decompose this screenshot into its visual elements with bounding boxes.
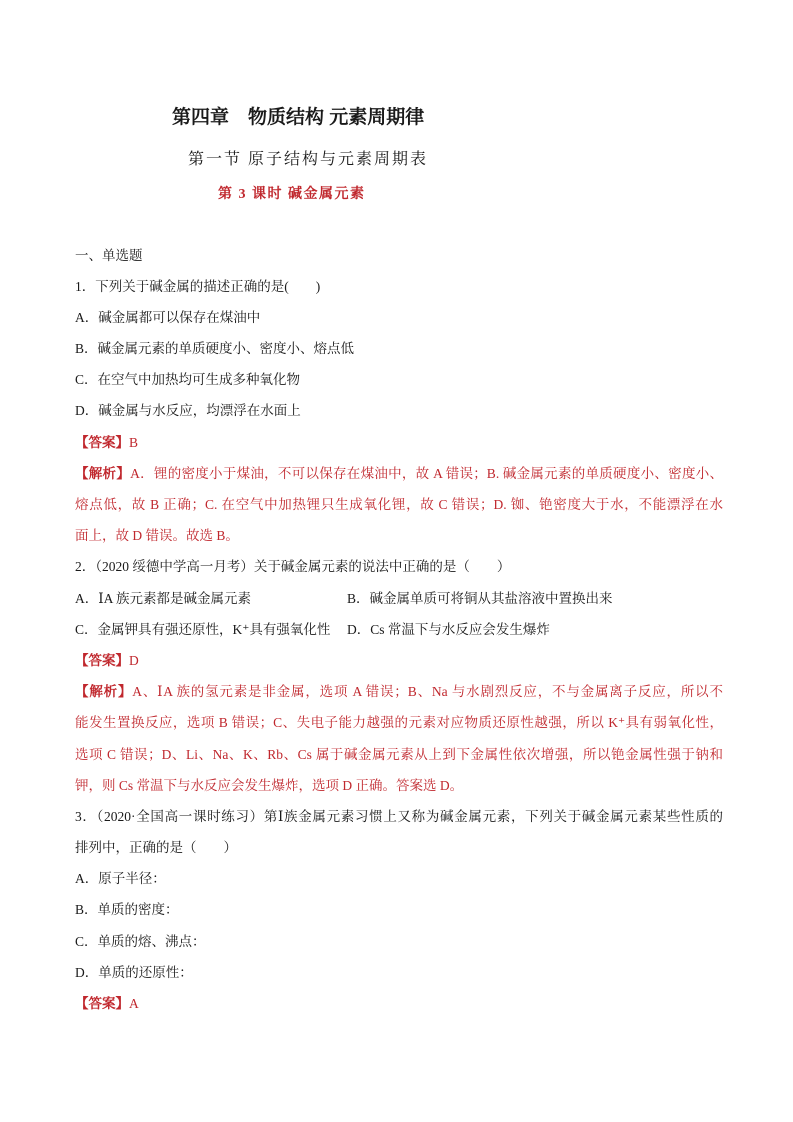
answer-label: 【答案】 [75,996,129,1011]
question-list [75,240,723,1020]
answer-line [75,427,723,458]
chapter-title: 第四章 物质结构 元素周期律 [172,107,425,128]
option-d: D．单质的还原性： [75,964,193,980]
analysis-line: 钾，则 Cs 常温下与水反应会发生爆炸，选项 D 正确。答案选 D。 [75,777,464,793]
analysis-line: 选项 C 错误；D、Li、Na、K、Rb、Cs 属于碱金属元素从上到下金属性依次增强，所以铯金属性强于钠和 [75,746,723,762]
option-a: A．ⅠA 族元素都是碱金属元素 [75,590,251,606]
analysis-line [75,676,723,707]
option-b: B．碱金属单质可将铜从其盐溶液中置换出来 [347,590,613,606]
question-stem: 1．下列关于碱金属的描述正确的是( ) [75,278,321,294]
option-row [75,614,723,645]
analysis-line: 能发生置换反应，选项 B 错误；C、失电子能力越强的元素对应物质还原性越强，所以 K⁺具有弱氧化性， [75,715,723,731]
analysis-text: A、ⅠA 族的氢元素是非金属，选项 A 错误；B、Na 与水剧烈反应，不与金属离子反应，所以不 [132,684,723,700]
option-a: A．原子半径： [75,871,166,887]
option-c: C．单质的熔、沸点： [75,933,206,949]
analysis-label: 【解析】 [75,684,133,700]
option-c: C．在空气中加热均可生成多种氧化物 [75,372,301,388]
option-row [75,583,723,614]
answer-label: 【答案】 [75,652,129,668]
analysis-line: 面上，故 D 错误。故选 B。 [75,528,239,544]
answer-line [75,988,723,1019]
question-1 [75,271,723,552]
option-d: D．Cs 常温下与水反应会发生爆炸 [347,621,550,637]
option-d: D．碱金属与水反应，均漂浮在水面上 [75,403,301,419]
question-stem: 排列中，正确的是（ ） [75,840,237,856]
answer-value: B [129,434,139,450]
lesson-title: 第 3 课时 碱金属元素 [218,187,366,202]
option-b: B．碱金属元素的单质硬度小、密度小、熔点低 [75,341,355,357]
question-2 [75,551,723,801]
option-a: A．碱金属都可以保存在煤油中 [75,309,261,325]
answer-value: A [129,996,139,1011]
question-3 [75,801,723,1019]
answer-value: D [129,652,139,668]
option-c: C．金属钾具有强还原性，K⁺具有强氧化性 [75,621,331,637]
part-title: 一、单选题 [75,247,143,263]
analysis-label: 【解析】 [75,465,131,481]
analysis-line: 熔点低，故 B 正确；C. 在空气中加热锂只生成氧化锂，故 C 错误；D. 铷、铯密度大于水，不能漂浮在水 [75,497,723,512]
option-b: B．单质的密度： [75,902,179,918]
analysis-text: A．锂的密度小于煤油，不可以保存在煤油中，故 A 错误；B. 碱金属元素的单质硬度小、密度小、 [130,465,723,481]
answer-label: 【答案】 [75,434,129,450]
analysis-line [75,458,723,489]
question-stem: 3．（2020·全国高一课时练习）第Ⅰ族金属元素习惯上又称为碱金属元素，下列关于碱金属元素某些性质的 [75,808,723,824]
answer-line [75,645,723,676]
question-stem: 2．（2020 绥德中学高一月考）关于碱金属元素的说法中正确的是（ ） [75,559,511,575]
section-title: 第一节 原子结构与元素周期表 [188,151,429,168]
